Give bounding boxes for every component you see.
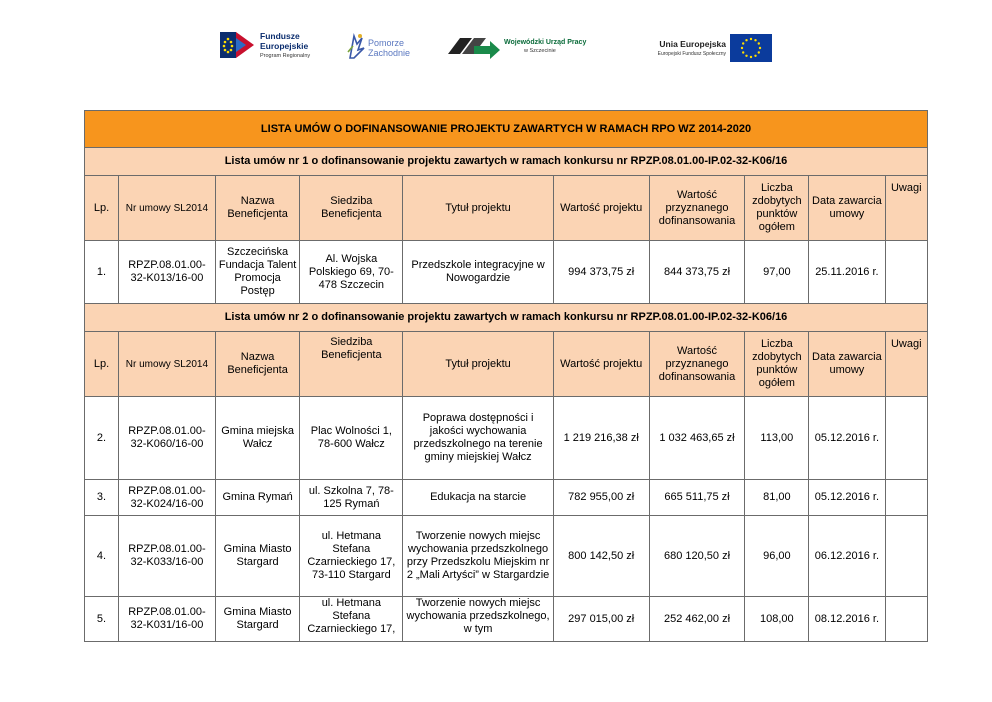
cell-nazwa: Gmina miejska Wałcz: [215, 397, 299, 480]
unia-europejska-text: [628, 39, 726, 59]
table-title: LISTA UMÓW O DOFINANSOWANIE PROJEKTU ZAWARTYCH W RAMACH RPO WZ 2014-2020: [85, 111, 928, 148]
list2-header-row: [85, 332, 928, 397]
cell-tytul: Tworzenie nowych miejsc wychowania przedszkolnego, w tym: [403, 597, 553, 642]
cell-data: 08.12.2016 r.: [809, 597, 885, 642]
pomorze-text: [368, 38, 410, 58]
cell-uwagi: [885, 480, 927, 516]
list1-header-row: [85, 176, 928, 241]
cell-lp: 3.: [85, 480, 119, 516]
cell-lp: 2.: [85, 397, 119, 480]
pomorze-zachodnie-logo: [344, 22, 424, 70]
cell-nazwa: Gmina Rymań: [215, 480, 299, 516]
cell-wartosc: 297 015,00 zł: [553, 597, 649, 642]
wup-text: [504, 38, 586, 56]
cell-dofin: 665 511,75 zł: [649, 480, 745, 516]
cell-uwagi: [885, 241, 927, 304]
header-tytul: Tytuł projektu: [403, 332, 553, 397]
header-data: Data zawarcia umowy: [809, 176, 885, 241]
header-uwagi: Uwagi: [885, 176, 927, 241]
cell-uwagi: [885, 597, 927, 642]
header-dofin: Wartość przyznanego dofinansowania: [649, 332, 745, 397]
cell-wartosc: 782 955,00 zł: [553, 480, 649, 516]
cell-data: 05.12.2016 r.: [809, 397, 885, 480]
cell-data: 25.11.2016 r.: [809, 241, 885, 304]
cell-siedziba: ul. Hetmana Stefana Czarnieckiego 17,: [300, 597, 403, 642]
cell-nr: RPZP.08.01.00-32-K013/16-00: [119, 241, 216, 304]
header-siedziba: Siedziba Beneficjenta: [300, 332, 403, 397]
header-punkty: Liczba zdobytych punktów ogółem: [745, 176, 809, 241]
cell-nazwa: Gmina Miasto Stargard: [215, 597, 299, 642]
cell-dofin: 680 120,50 zł: [649, 516, 745, 597]
cell-data: 06.12.2016 r.: [809, 516, 885, 597]
cell-lp: 4.: [85, 516, 119, 597]
contracts-table: [84, 110, 928, 642]
cell-punkty: 113,00: [745, 397, 809, 480]
cell-wartosc: 994 373,75 zł: [553, 241, 649, 304]
fundusze-line2: Europejskie: [260, 41, 309, 51]
cell-nazwa: Szczecińska Fundacja Talent Promocja Postęp: [215, 241, 299, 304]
cell-nazwa: Gmina Miasto Stargard: [215, 516, 299, 597]
cell-data: 05.12.2016 r.: [809, 480, 885, 516]
cell-punkty: 97,00: [745, 241, 809, 304]
table-row: [85, 397, 928, 480]
header-uwagi: Uwagi: [885, 332, 927, 397]
cell-punkty: 96,00: [745, 516, 809, 597]
header-nazwa: Nazwa Beneficjenta: [215, 176, 299, 241]
fundusze-line3: Program Regionalny: [260, 53, 311, 59]
cell-punkty: 81,00: [745, 480, 809, 516]
header-lp: Lp.: [85, 176, 119, 241]
fundusze-line1: Fundusze: [260, 31, 300, 41]
header-tytul: Tytuł projektu: [403, 176, 553, 241]
wup-logo: [448, 22, 608, 70]
table-title-row: [85, 111, 928, 148]
header-siedziba: Siedziba Beneficjenta: [300, 176, 403, 241]
list1-title-row: [85, 148, 928, 176]
header-wartosc: Wartość projektu: [553, 332, 649, 397]
cell-uwagi: [885, 397, 927, 480]
table-row: [85, 480, 928, 516]
cell-punkty: 108,00: [745, 597, 809, 642]
header-nr: Nr umowy SL2014: [119, 332, 216, 397]
cell-tytul: Edukacja na starcie: [403, 480, 553, 516]
cell-tytul: Poprawa dostępności i jakości wychowania przedszkolnego na terenie gminy miejskiej Wałcz: [403, 397, 553, 480]
ue-line2: Europejski Fundusz Społeczny: [657, 51, 726, 57]
header-dofin: Wartość przyznanego dofinansowania: [649, 176, 745, 241]
pomorze-line1: Pomorze: [368, 38, 405, 48]
table-row: [85, 241, 928, 304]
cell-dofin: 252 462,00 zł: [649, 597, 745, 642]
list2-title: Lista umów nr 2 o dofinansowanie projektu zawartych w ramach konkursu nr RPZP.08.01.00-IP.02-32-K06/16: [85, 304, 928, 332]
cell-tytul: Przedszkole integracyjne w Nowogardzie: [403, 241, 553, 304]
header-wartosc: Wartość projektu: [553, 176, 649, 241]
cell-siedziba: Al. Wojska Polskiego 69, 70-478 Szczecin: [300, 241, 403, 304]
cell-siedziba: Plac Wolności 1, 78-600 Wałcz: [300, 397, 403, 480]
cell-lp: 1.: [85, 241, 119, 304]
wup-line2: w Szczecinie: [524, 48, 556, 54]
header-nazwa: Nazwa Beneficjenta: [215, 332, 299, 397]
cell-nr: RPZP.08.01.00-32-K060/16-00: [119, 397, 216, 480]
ue-line1: Unia Europejska: [659, 39, 726, 49]
eu-flag-icon: [730, 34, 772, 62]
cell-uwagi: [885, 516, 927, 597]
fundusze-europejskie-logo: [220, 22, 320, 70]
fundusze-europejskie-text: [260, 31, 310, 61]
header-punkty: Liczba zdobytych punktów ogółem: [745, 332, 809, 397]
cell-lp: 5.: [85, 597, 119, 642]
cell-wartosc: 1 219 216,38 zł: [553, 397, 649, 480]
cell-wartosc: 800 142,50 zł: [553, 516, 649, 597]
pomorze-line2: Zachodnie: [368, 48, 411, 58]
cell-nr: RPZP.08.01.00-32-K033/16-00: [119, 516, 216, 597]
table-row: [85, 597, 928, 642]
header-lp: Lp.: [85, 332, 119, 397]
cell-nr: RPZP.08.01.00-32-K031/16-00: [119, 597, 216, 642]
list1-title: Lista umów nr 1 o dofinansowanie projektu zawartych w ramach konkursu nr RPZP.08.01.00-IP.02-32-K06/16: [85, 148, 928, 176]
cell-dofin: 1 032 463,65 zł: [649, 397, 745, 480]
cell-siedziba: ul. Hetmana Stefana Czarnieckiego 17, 73-110 Stargard: [300, 516, 403, 597]
header-nr: Nr umowy SL2014: [119, 176, 216, 241]
cell-nr: RPZP.08.01.00-32-K024/16-00: [119, 480, 216, 516]
pomorze-griffin-icon: [344, 32, 366, 60]
unia-europejska-logo: [626, 22, 776, 70]
header-data: Data zawarcia umowy: [809, 332, 885, 397]
fundusze-europejskie-mark-icon: [220, 28, 254, 62]
logos-strip: [0, 22, 992, 70]
wup-line1: Wojewódzki Urząd Pracy: [504, 39, 587, 46]
cell-tytul: Tworzenie nowych miejsc wychowania przedszkolnego przy Przedszkolu Miejskim nr 2 „Mali Artyści” w Stargardzie: [403, 516, 553, 597]
table-row: [85, 516, 928, 597]
list2-title-row: [85, 304, 928, 332]
wup-arrows-icon: [448, 34, 500, 60]
cell-dofin: 844 373,75 zł: [649, 241, 745, 304]
cell-siedziba: ul. Szkolna 7, 78-125 Rymań: [300, 480, 403, 516]
